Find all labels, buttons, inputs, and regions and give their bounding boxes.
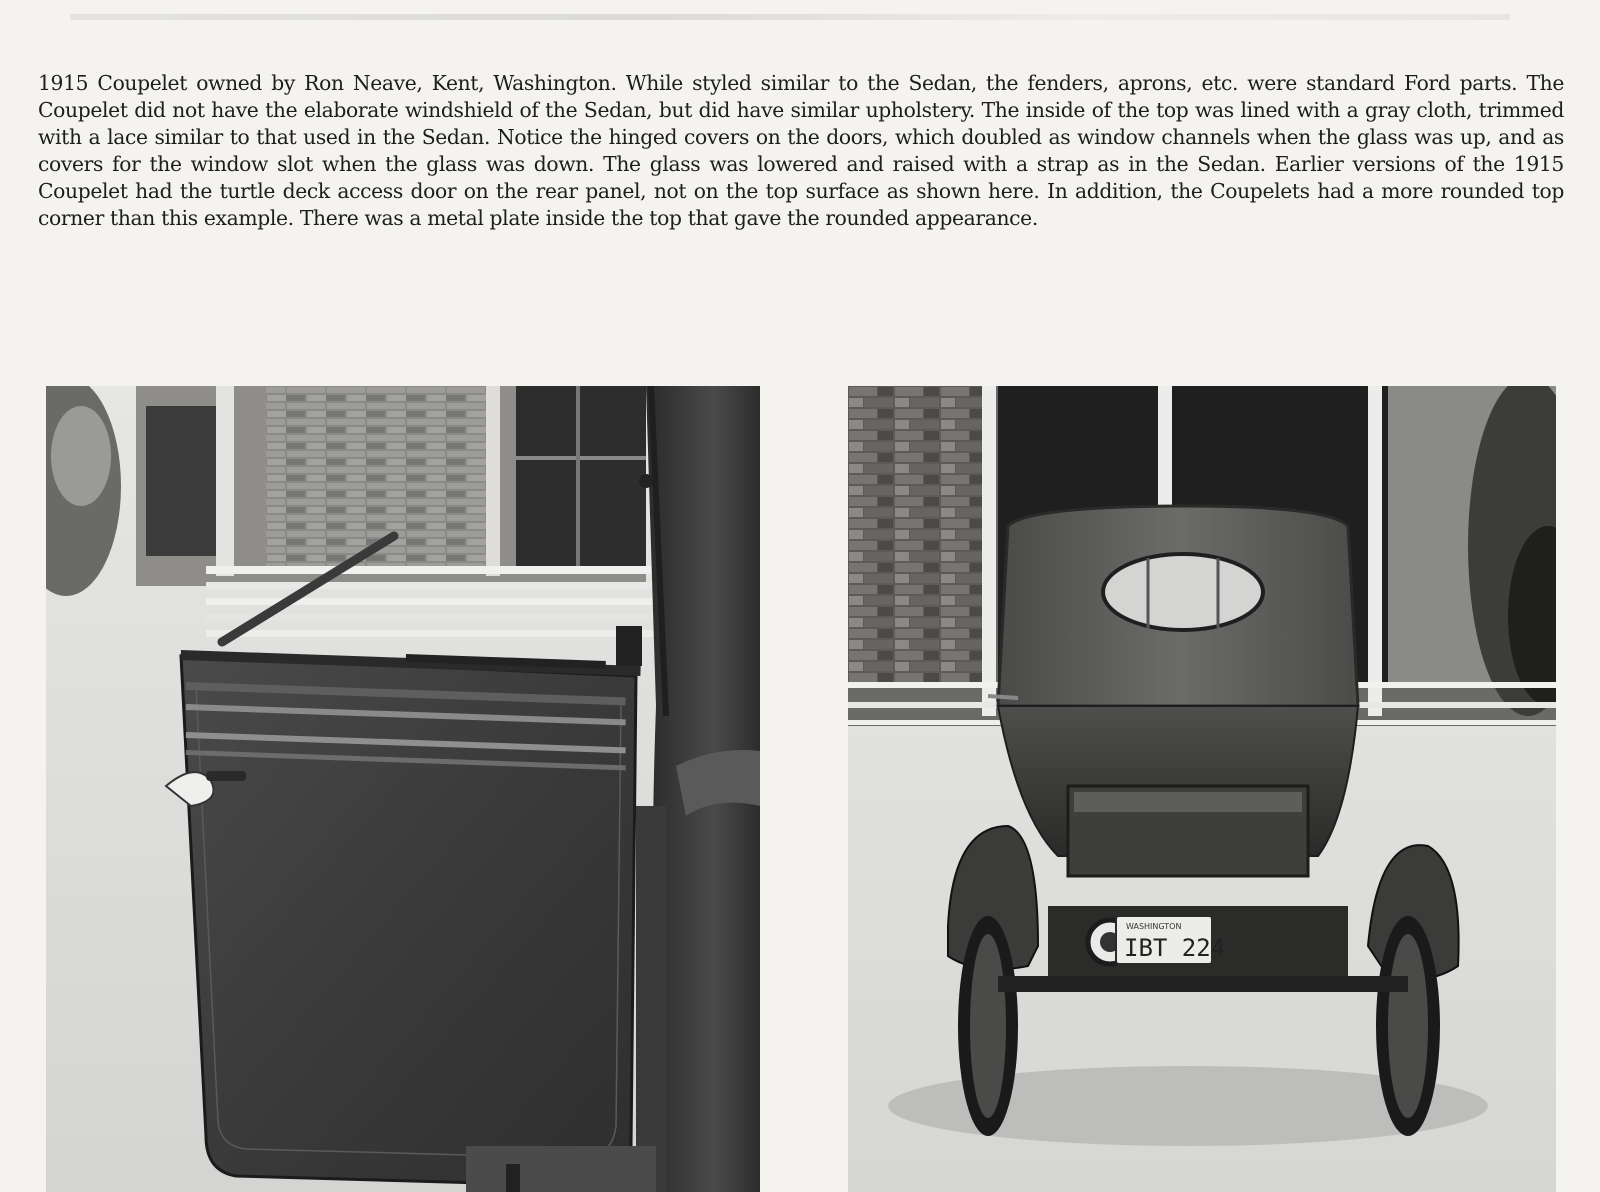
photo-right-illustration xyxy=(848,386,1556,1192)
photo-left-illustration xyxy=(46,386,760,1192)
license-plate-state: WASHINGTON xyxy=(1126,922,1182,931)
top-rule xyxy=(70,14,1510,20)
photo-left-door xyxy=(46,386,760,1192)
photo-right-rear xyxy=(848,386,1556,1192)
photo-caption: 1915 Coupelet owned by Ron Neave, Kent, Washington. While styled similar to the Sedan, the fenders, aprons, etc. were standard Ford parts. The Coupelet did not have the elaborate windshield of the Sedan, but did have similar upholstery. The inside of the top was lined with a gray cloth, trimmed with a lace similar to that used in the Sedan. Notice the hinged covers on the doors, which doubled as window channels when the glass was up, and as covers for the window slot when the glass was down. The glass was lowered and raised with a strap as in the Sedan. Earlier versions of the 1915 Coupelet had the turtle deck access door on the rear panel, not on the top surface as shown here. In addition, the Coupelets had a more rounded top corner than this example. There was a metal plate inside the top that gave the rounded appearance. xyxy=(38,71,1564,230)
license-plate-number: IBT 224 xyxy=(1124,934,1226,962)
